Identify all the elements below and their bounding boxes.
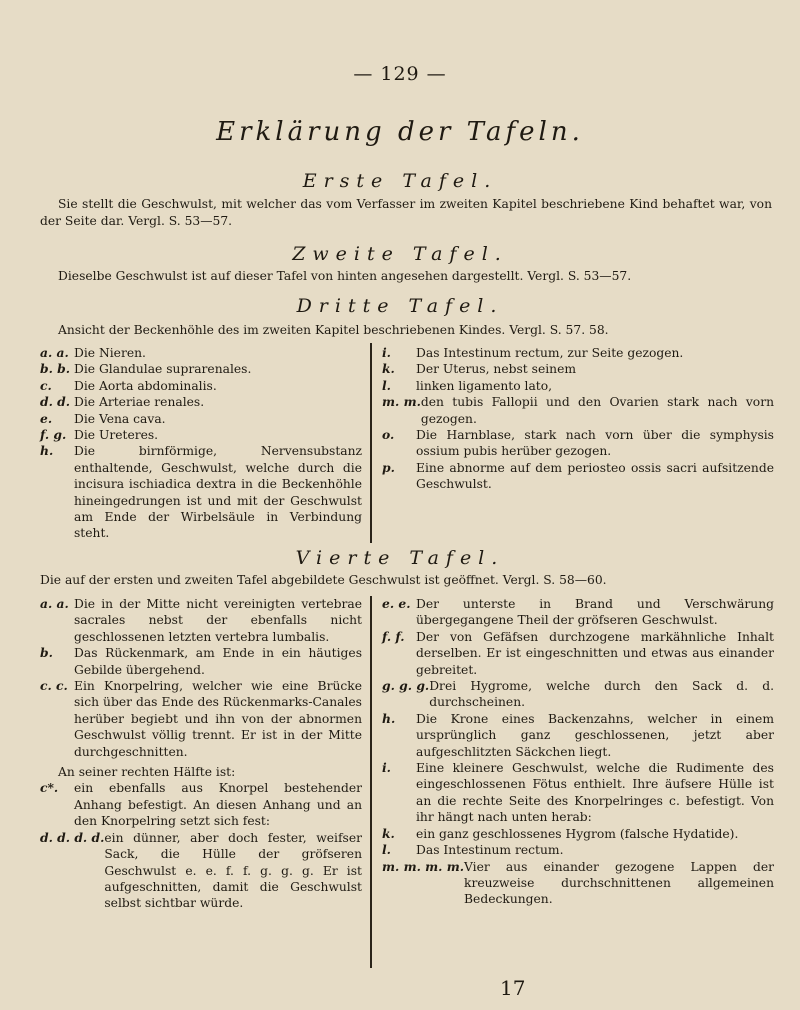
legend-item-label: c. c.	[40, 678, 68, 694]
legend-item-label: c.	[40, 377, 52, 393]
section-title-dritte: Dritte Tafel.	[296, 295, 504, 317]
legend-item	[382, 629, 774, 678]
legend-item-label: d. d. d. d.	[40, 829, 105, 845]
legend-item	[40, 678, 362, 760]
legend-item-text: Der von Gefäfsen durchzogene markähnliche Inhalt derselben. Er ist eingeschnitten und etwas aus einander gebreitet.	[416, 629, 774, 677]
legend-item-text: Die Vena cava.	[74, 411, 166, 426]
legend-item-text: Das Intestinum rectum.	[416, 843, 564, 858]
legend-item-text: den tubis Fallopii und den Ovarien stark nach vorn gezogen.	[420, 395, 774, 426]
legend-item	[382, 460, 774, 493]
legend-item-label: f. f.	[382, 628, 405, 644]
legend-item	[40, 361, 362, 377]
legend-item-label: h.	[40, 443, 54, 459]
legend-item-text: Der Uterus, nebst seinem	[416, 362, 577, 377]
legend-item	[382, 842, 774, 858]
legend-item-label: a. a.	[40, 345, 69, 360]
legend-item-text: Die Nieren.	[74, 346, 146, 360]
legend-item-text: Die birnförmige, Nervensubstanz enthaltende, Geschwulst, welche durch die incisura ischiadica dextra in die Beckenhöhle hineingedrungen ist und mit der Geschwulst am Ende der Wirbelsäule in Verbindung steht.	[74, 444, 362, 541]
section-title-zweite: Zweite Tafel.	[292, 243, 508, 265]
legend-item-text: Eine abnorme auf dem periosteo ossis sacri aufsitzende Geschwulst.	[416, 460, 774, 492]
legend-item-text: Ein Knorpelring, welcher wie eine Brücke sich über das Ende des Rückenmarks-Canales herüber begiebt und ihn von der abnormen Geschwulst völlig trennt. Er ist in der Mitte durchgeschnitten.	[74, 679, 362, 759]
legend-item-label: b. b.	[40, 361, 71, 377]
legend-item-label: d. d.	[40, 394, 71, 410]
section-title-vierte: Vierte Tafel.	[295, 547, 505, 569]
legend-item-label: i.	[382, 760, 391, 776]
legend-item	[40, 427, 362, 443]
legend-item	[40, 378, 362, 394]
legend-item-text: Die Aorta abdominalis.	[74, 378, 217, 393]
legend-item-label: g. g. g.	[382, 678, 430, 694]
legend-item	[382, 345, 774, 361]
legend-item-text: Die in der Mitte nicht vereinigten vertebrae sacrales nebst der ebenfalls nicht geschlossenen letzten vertebra lumbalis.	[74, 597, 362, 644]
legend-column-left-dritte	[40, 345, 362, 542]
legend-item	[382, 394, 774, 427]
legend-item-label: e.	[40, 410, 53, 426]
page-number: — 129 —	[353, 63, 447, 85]
legend-item-text: linken ligamento lato,	[416, 378, 553, 393]
legend-item-label: h.	[382, 710, 396, 726]
column-divider	[370, 596, 372, 968]
legend-item-text: Der unterste in Brand und Verschwärung übergegangene Theil der gröfseren Geschwulst.	[416, 597, 774, 628]
page-title: Erklärung der Tafeln.	[216, 117, 584, 147]
legend-item	[382, 826, 774, 842]
legend-item	[382, 596, 774, 629]
legend-item	[40, 596, 362, 645]
signature-mark: 17	[500, 976, 526, 1000]
legend-item-label: c*.	[40, 780, 59, 796]
legend-item-text: Die Krone eines Backenzahns, welcher in einem ursprünglich ganz geschlossenen, jetzt aber aufgeschlitzten Säckchen liegt.	[416, 711, 774, 759]
legend-item	[40, 780, 362, 829]
legend-item-text: Drei Hygrome, welche durch den Sack d. d. durchscheinen.	[429, 679, 774, 710]
legend-item-label: i.	[382, 345, 391, 360]
legend-item-label: k.	[382, 361, 395, 377]
legend-item-label: p.	[382, 459, 395, 475]
legend-item	[40, 394, 362, 410]
legend-column-right-dritte	[382, 345, 774, 493]
section-intro-vierte: Die auf der ersten und zweiten Tafel abgebildete Geschwulst ist geöffnet. Vergl. S. 58—60.	[40, 573, 607, 587]
legend-item-label: a. a.	[40, 596, 69, 611]
legend-item-text: ein ganz geschlossenes Hygrom (falsche Hydatide).	[416, 826, 739, 841]
legend-item	[382, 678, 774, 711]
legend-item	[40, 830, 362, 912]
legend-item	[382, 859, 774, 908]
legend-item	[40, 645, 362, 678]
legend-item	[40, 411, 362, 427]
legend-item-label: m. m. m. m.	[382, 858, 465, 874]
legend-item	[382, 760, 774, 826]
legend-item-text: Das Intestinum rectum, zur Seite gezogen.	[416, 346, 684, 360]
column-divider	[370, 343, 372, 543]
legend-column-left-vierte	[40, 596, 362, 912]
legend-item-label: m. m.	[382, 394, 421, 410]
legend-subheading: An seiner rechten Hälfte ist:	[58, 765, 236, 780]
legend-item-label: f. g.	[40, 427, 67, 443]
legend-item-text: Eine kleinere Geschwulst, welche die Rudimente des eingeschlossenen Fötus enthielt. Ihre äufsere Hülle ist an die rechte Seite des Knorpelringes c. befestigt. Von ihr hängt nach unten herab:	[416, 761, 774, 825]
legend-column-right-vierte	[382, 596, 774, 908]
legend-item-text: Vier aus einander gezogene Lappen der kreuzweise durchschnittenen allgemeinen Bedeckungen.	[464, 859, 774, 907]
legend-item-text: Die Ureteres.	[74, 428, 159, 443]
legend-item-label: e. e.	[382, 596, 411, 611]
legend-item-label: l.	[382, 842, 391, 858]
legend-item-text: Die Arteriae renales.	[74, 395, 205, 410]
legend-item-text: ein ebenfalls aus Knorpel bestehender Anhang befestigt. An diesen Anhang und an den Knorpelring setzt sich fest:	[74, 781, 362, 829]
legend-item-label: k.	[382, 825, 395, 841]
legend-item	[40, 443, 362, 541]
legend-item	[382, 427, 774, 460]
legend-item	[40, 345, 362, 361]
section-text-erste: Sie stellt die Geschwulst, mit welcher das vom Verfasser im zweiten Kapitel beschriebene Kind behaftet war, von der Seite dar. Vergl. S. 53—57.	[40, 197, 772, 228]
legend-item	[382, 361, 774, 377]
legend-item-label: l.	[382, 377, 391, 393]
legend-item	[382, 711, 774, 760]
legend-item-text: Die Glandulae suprarenales.	[74, 362, 252, 377]
legend-item-text: Die Harnblase, stark nach vorn über die symphysis ossium pubis herüber gezogen.	[416, 428, 774, 459]
legend-item-label: b.	[40, 645, 53, 661]
section-intro-dritte: Ansicht der Beckenhöhle des im zweiten Kapitel beschriebenen Kindes. Vergl. S. 57. 58.	[58, 323, 609, 337]
legend-item-label: o.	[382, 427, 395, 443]
legend-item-text: ein dünner, aber doch fester, weifser Sack, die Hülle der gröfseren Geschwulst e. e. f. f. g. g. g. Er ist aufgeschnitten, damit die Geschwulst selbst sichtbar würde.	[104, 830, 362, 911]
legend-item-text: Das Rückenmark, am Ende in ein häutiges Gebilde übergehend.	[74, 646, 362, 677]
legend-item	[382, 378, 774, 394]
section-text-zweite: Dieselbe Geschwulst ist auf dieser Tafel von hinten angesehen dargestellt. Vergl. S. 53—57.	[58, 269, 632, 283]
section-title-erste: Erste Tafel.	[302, 170, 498, 192]
